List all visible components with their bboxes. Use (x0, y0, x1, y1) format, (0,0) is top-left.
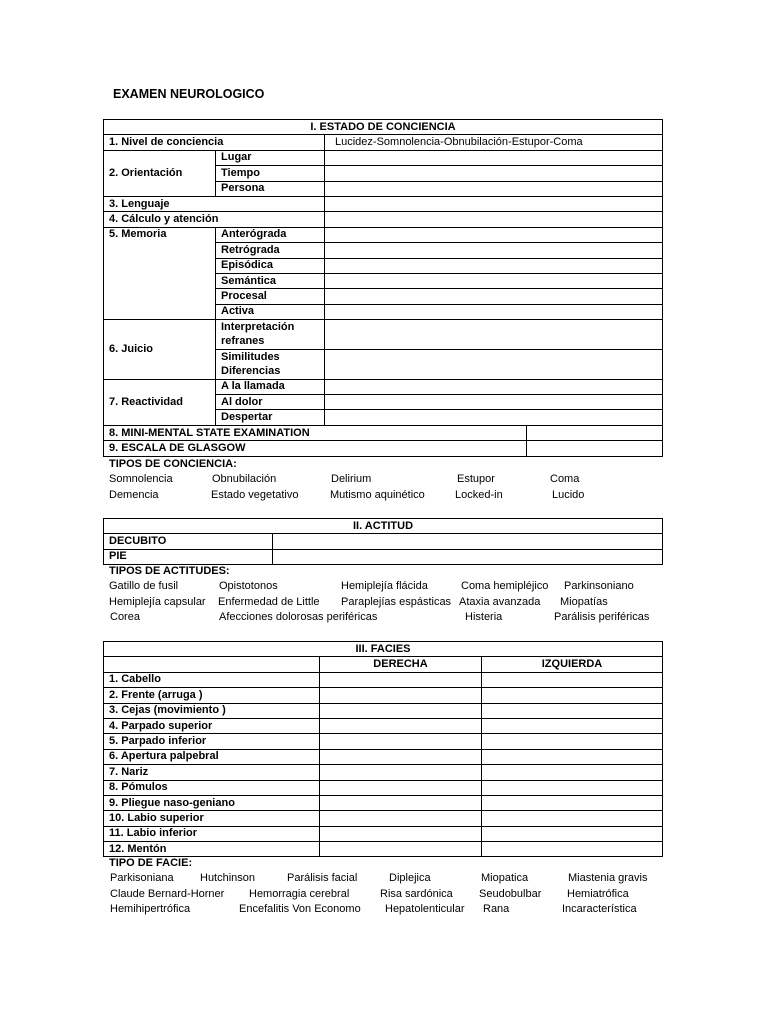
type-item: Parkinsoniano (564, 580, 634, 592)
type-item: Parálisis facial (287, 872, 358, 884)
type-item: Afecciones dolorosas periféricas (219, 611, 378, 623)
type-item: Mutismo aquinético (330, 488, 425, 501)
answer-cell[interactable] (320, 734, 482, 749)
facies-table (103, 641, 663, 857)
type-item: Paraplejías espásticas (341, 595, 452, 608)
type-item: Coma (550, 473, 580, 485)
type-item: Histeria (465, 611, 503, 623)
memoria-sub: Procesal (216, 289, 325, 304)
reactividad-sub: A la llamada (216, 379, 325, 394)
facies-item: 11. Labio inferior (104, 826, 320, 841)
orientacion-label: 2. Orientación (104, 150, 216, 196)
answer-cell[interactable] (482, 765, 663, 780)
type-item: Parkisoniana (110, 872, 174, 884)
nivel-conciencia-value[interactable]: Lucidez-Somnolencia-Obnubilación-Estupor-Coma (325, 135, 663, 150)
type-item: Seudobulbar (479, 887, 542, 900)
reactividad-sub: Al dolor (216, 395, 325, 410)
facies-item: 6. Apertura palpebral (104, 749, 320, 764)
memoria-sub: Activa (216, 304, 325, 319)
answer-cell[interactable] (273, 534, 663, 549)
answer-cell[interactable] (325, 212, 663, 227)
answer-cell[interactable] (482, 718, 663, 733)
facies-item: 8. Pómulos (104, 780, 320, 795)
type-item: Locked-in (455, 488, 503, 501)
glasgow-label: 9. ESCALA DE GLASGOW (104, 441, 527, 456)
tipos-conciencia (109, 458, 585, 504)
types-title: TIPO DE FACIE: (109, 857, 193, 869)
type-item: Enfermedad de Little (218, 595, 320, 608)
reactividad-label: 7. Reactividad (104, 379, 216, 425)
answer-cell[interactable] (482, 780, 663, 795)
orientacion-sub: Lugar (216, 150, 325, 165)
answer-cell[interactable] (482, 688, 663, 703)
type-item: Miopatías (560, 595, 608, 608)
type-item: Estupor (457, 473, 495, 485)
type-item: Ataxia avanzada (459, 595, 541, 608)
type-item: Claude Bernard-Horner (110, 887, 225, 900)
decubito-label: DECUBITO (104, 534, 273, 549)
type-item: Hepatolenticular (385, 903, 465, 915)
type-item: Delirium (331, 473, 372, 485)
type-item: Hemihipertrófica (110, 903, 191, 915)
type-item: Parálisis periféricas (554, 611, 650, 623)
juicio-sub: refranes (216, 334, 325, 349)
type-item: Miopatica (481, 872, 529, 884)
type-item: Risa sardónica (380, 887, 453, 900)
answer-cell[interactable] (482, 672, 663, 687)
type-item: Obnubilación (212, 473, 277, 485)
facies-item: 9. Pliegue naso-geniano (104, 795, 320, 810)
answer-cell[interactable] (320, 795, 482, 810)
orientacion-sub: Persona (216, 181, 325, 196)
tipos-actitudes (109, 565, 650, 627)
empty-header-cell (104, 657, 320, 672)
type-item: Miastenia gravis (568, 872, 648, 884)
answer-cell[interactable] (482, 811, 663, 826)
type-item: Estado vegetativo (211, 488, 299, 501)
answer-cell[interactable] (320, 718, 482, 733)
nivel-conciencia-label: 1. Nivel de conciencia (104, 135, 325, 150)
facies-item: 2. Frente (arruga ) (104, 688, 320, 703)
estado-conciencia-table (103, 119, 663, 457)
answer-cell[interactable] (325, 166, 663, 181)
answer-cell[interactable] (273, 549, 663, 564)
answer-cell[interactable] (482, 795, 663, 810)
answer-cell[interactable] (325, 349, 663, 379)
reactividad-sub: Despertar (216, 410, 325, 425)
tipo-facie (109, 857, 648, 919)
answer-cell[interactable] (482, 703, 663, 718)
answer-cell[interactable] (325, 196, 663, 211)
answer-cell[interactable] (325, 395, 663, 410)
answer-cell[interactable] (320, 672, 482, 687)
type-item: Demencia (109, 488, 159, 501)
juicio-sub: Diferencias (216, 364, 325, 379)
facies-item: 10. Labio superior (104, 811, 320, 826)
answer-cell[interactable] (325, 150, 663, 165)
answer-cell[interactable] (325, 227, 663, 242)
answer-cell[interactable] (325, 410, 663, 425)
type-item: Lucido (552, 488, 585, 501)
facies-item: 3. Cejas (movimiento ) (104, 703, 320, 718)
type-item: Diplejica (389, 872, 431, 884)
section-header: III. FACIES (104, 642, 663, 657)
facies-item: 5. Parpado inferior (104, 734, 320, 749)
type-item: Hemiatrófica (567, 887, 629, 900)
page-title: EXAMEN NEUROLOGICO (113, 87, 265, 101)
type-item: Somnolencia (109, 473, 173, 485)
answer-cell[interactable] (320, 811, 482, 826)
types-title: TIPOS DE ACTITUDES: (109, 565, 230, 577)
type-item: Rana (483, 903, 510, 915)
answer-cell[interactable] (325, 320, 663, 350)
answer-cell[interactable] (325, 379, 663, 394)
answer-cell[interactable] (325, 243, 663, 258)
juicio-sub: Interpretación (216, 320, 325, 335)
juicio-sub: Similitudes (216, 349, 325, 364)
type-item: Hemiplejía capsular (109, 595, 206, 608)
section-header: II. ACTITUD (104, 519, 663, 534)
facies-item: 12. Mentón (104, 842, 320, 857)
calculo-label: 4. Cálculo y atención (104, 212, 325, 227)
facies-item: 7. Nariz (104, 765, 320, 780)
answer-cell[interactable] (325, 304, 663, 319)
answer-cell[interactable] (325, 181, 663, 196)
pie-label: PIE (104, 549, 273, 564)
derecha-header: DERECHA (320, 657, 482, 672)
type-item: Gatillo de fusil (109, 580, 179, 592)
lenguaje-label: 3. Lenguaje (104, 196, 325, 211)
answer-cell[interactable] (325, 258, 663, 273)
answer-cell[interactable] (320, 842, 482, 857)
answer-cell[interactable] (320, 780, 482, 795)
facies-item: 4. Parpado superior (104, 718, 320, 733)
juicio-label: 6. Juicio (104, 320, 216, 380)
answer-cell[interactable] (527, 425, 663, 440)
izquierda-header: IZQUIERDA (482, 657, 663, 672)
answer-cell[interactable] (320, 749, 482, 764)
answer-cell[interactable] (325, 289, 663, 304)
section-header: I. ESTADO DE CONCIENCIA (104, 120, 663, 135)
orientacion-sub: Tiempo (216, 166, 325, 181)
answer-cell[interactable] (320, 826, 482, 841)
memoria-sub: Anterógrada (216, 227, 325, 242)
answer-cell[interactable] (482, 842, 663, 857)
type-item: Encefalitis Von Economo (239, 903, 361, 915)
answer-cell[interactable] (482, 826, 663, 841)
memoria-sub: Semántica (216, 273, 325, 288)
type-item: Hemiplejía flácida (341, 580, 428, 592)
answer-cell[interactable] (320, 703, 482, 718)
types-title: TIPOS DE CONCIENCIA: (109, 458, 237, 470)
answer-cell[interactable] (482, 734, 663, 749)
memoria-sub: Retrógrada (216, 243, 325, 258)
facies-item: 1. Cabello (104, 672, 320, 687)
answer-cell[interactable] (320, 688, 482, 703)
type-item: Corea (110, 611, 140, 623)
type-item: Opistotonos (219, 580, 278, 592)
memoria-sub: Episódica (216, 258, 325, 273)
type-item: Hemorragia cerebral (249, 887, 350, 900)
answer-cell[interactable] (482, 749, 663, 764)
type-item: Coma hemipléjico (461, 580, 549, 592)
actitud-table (103, 518, 663, 565)
answer-cell[interactable] (325, 273, 663, 288)
mmse-label: 8. MINI-MENTAL STATE EXAMINATION (104, 425, 527, 440)
answer-cell[interactable] (527, 441, 663, 456)
memoria-label: 5. Memoria (104, 227, 216, 319)
answer-cell[interactable] (320, 765, 482, 780)
type-item: Hutchinson (200, 872, 256, 884)
type-item: Incaracterística (562, 903, 637, 915)
